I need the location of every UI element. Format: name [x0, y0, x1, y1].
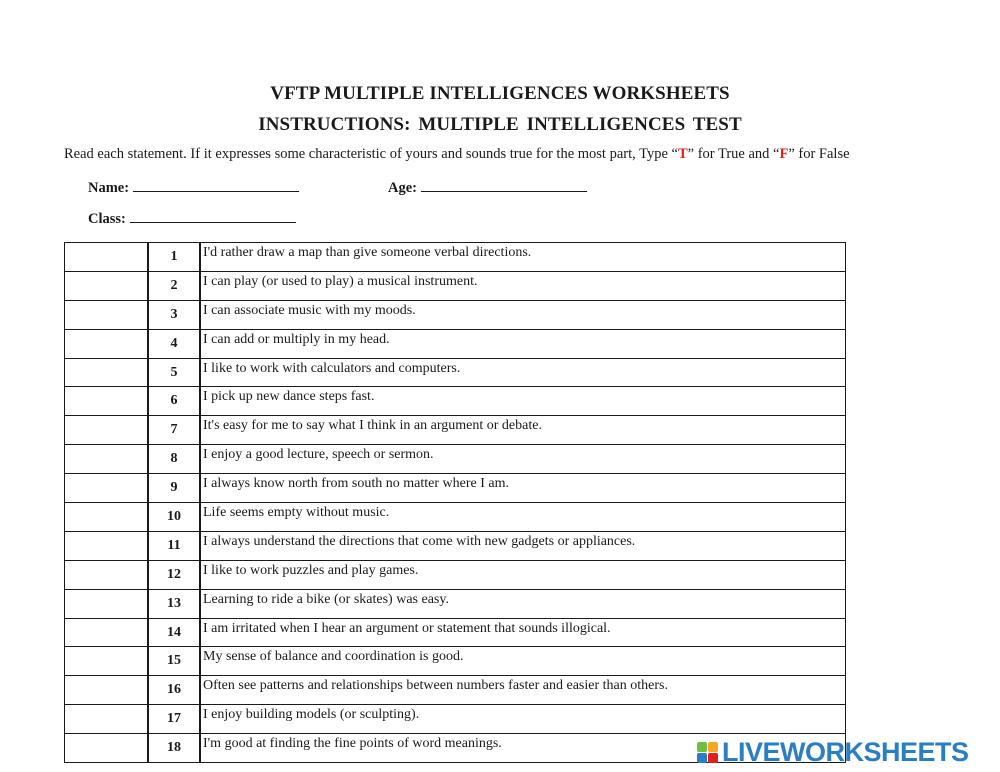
statement-text: My sense of balance and coordination is good. — [200, 647, 846, 676]
name-field — [88, 177, 299, 197]
statement-row — [65, 560, 846, 589]
statement-row — [65, 589, 846, 618]
answer-cell[interactable] — [65, 416, 149, 445]
instructions-heading: INSTRUCTIONS: MULTIPLE INTELLIGENCES TEST — [258, 114, 742, 135]
statement-row — [65, 676, 846, 705]
statement-row — [65, 618, 846, 647]
name-label: Name: — [88, 180, 130, 196]
statement-number: 16 — [148, 676, 200, 705]
statement-text: I like to work puzzles and play games. — [200, 560, 846, 589]
answer-cell[interactable] — [65, 271, 149, 300]
statement-number: 6 — [148, 387, 200, 416]
statement-number: 8 — [148, 445, 200, 474]
statement-row — [65, 300, 846, 329]
statement-number: 5 — [148, 358, 200, 387]
statement-text: It's easy for me to say what I think in an argument or debate. — [200, 416, 846, 445]
statement-text: I can associate music with my moods. — [200, 300, 846, 329]
statement-number: 1 — [148, 243, 200, 272]
statement-text: I like to work with calculators and computers. — [200, 358, 846, 387]
statement-row — [65, 647, 846, 676]
statement-number: 18 — [148, 734, 200, 763]
answer-cell[interactable] — [65, 503, 149, 532]
statement-number: 17 — [148, 705, 200, 734]
instructions-text — [64, 146, 850, 163]
statement-number: 15 — [148, 647, 200, 676]
answer-cell[interactable] — [65, 531, 149, 560]
statement-text: I can play (or used to play) a musical instrument. — [200, 271, 846, 300]
name-input[interactable] — [133, 177, 299, 192]
answer-cell[interactable] — [65, 734, 149, 763]
page-title: VFTP MULTIPLE INTELLIGENCES WORKSHEETS — [270, 83, 730, 104]
statement-text: Life seems empty without music. — [200, 503, 846, 532]
statement-row — [65, 387, 846, 416]
age-input[interactable] — [421, 177, 587, 192]
statement-number: 4 — [148, 329, 200, 358]
statement-number: 12 — [148, 560, 200, 589]
statement-text: Often see patterns and relationships between numbers faster and easier than others. — [200, 676, 846, 705]
statement-row — [65, 474, 846, 503]
statement-number: 11 — [148, 531, 200, 560]
age-field — [388, 177, 587, 197]
answer-cell[interactable] — [65, 560, 149, 589]
answer-cell[interactable] — [65, 387, 149, 416]
class-label: Class: — [88, 211, 126, 227]
answer-cell[interactable] — [65, 300, 149, 329]
statement-number: 7 — [148, 416, 200, 445]
statement-row — [65, 243, 846, 272]
answer-cell[interactable] — [65, 676, 149, 705]
class-field — [88, 208, 296, 228]
statement-row — [65, 503, 846, 532]
statement-text: I enjoy building models (or sculpting). — [200, 705, 846, 734]
answer-cell[interactable] — [65, 329, 149, 358]
statement-text: I'd rather draw a map than give someone verbal directions. — [200, 243, 846, 272]
instructions-before: Read each statement. If it expresses some characteristic of yours and sounds true for the most part, Type “ — [64, 146, 678, 162]
statement-text: Learning to ride a bike (or skates) was easy. — [200, 589, 846, 618]
statement-text: I pick up new dance steps fast. — [200, 387, 846, 416]
statement-text: I enjoy a good lecture, speech or sermon. — [200, 445, 846, 474]
true-letter: T — [677, 146, 688, 162]
answer-cell[interactable] — [65, 589, 149, 618]
statement-row — [65, 271, 846, 300]
statement-number: 3 — [148, 300, 200, 329]
answer-cell[interactable] — [65, 618, 149, 647]
statements-table — [64, 242, 846, 763]
false-letter: F — [779, 146, 789, 162]
answer-cell[interactable] — [65, 647, 149, 676]
liveworksheets-logo — [697, 737, 969, 767]
age-label: Age: — [388, 180, 417, 196]
statement-row — [65, 445, 846, 474]
instructions-middle: ” for True and “ — [687, 146, 780, 162]
answer-cell[interactable] — [65, 705, 149, 734]
answer-cell[interactable] — [65, 445, 149, 474]
statement-text: I'm good at finding the fine points of word meanings. — [200, 734, 846, 763]
logo-text: LIVEWORKSHEETS — [722, 736, 969, 767]
statement-number: 14 — [148, 618, 200, 647]
statement-row — [65, 531, 846, 560]
statement-row — [65, 705, 846, 734]
statement-text: I always understand the directions that come with new gadgets or appliances. — [200, 531, 846, 560]
statement-number: 10 — [148, 503, 200, 532]
statement-text: I always know north from south no matter where I am. — [200, 474, 846, 503]
statement-number: 9 — [148, 474, 200, 503]
liveworksheets-logo-icon — [697, 742, 718, 763]
statement-text: I can add or multiply in my head. — [200, 329, 846, 358]
statement-number: 13 — [148, 589, 200, 618]
statement-text: I am irritated when I hear an argument or statement that sounds illogical. — [200, 618, 846, 647]
statement-number: 2 — [148, 271, 200, 300]
answer-cell[interactable] — [65, 474, 149, 503]
answer-cell[interactable] — [65, 358, 149, 387]
instructions-after: ” for False — [788, 146, 850, 162]
statement-row — [65, 358, 846, 387]
answer-cell[interactable] — [65, 243, 149, 272]
class-input[interactable] — [130, 208, 296, 223]
statement-row — [65, 416, 846, 445]
statement-row — [65, 329, 846, 358]
